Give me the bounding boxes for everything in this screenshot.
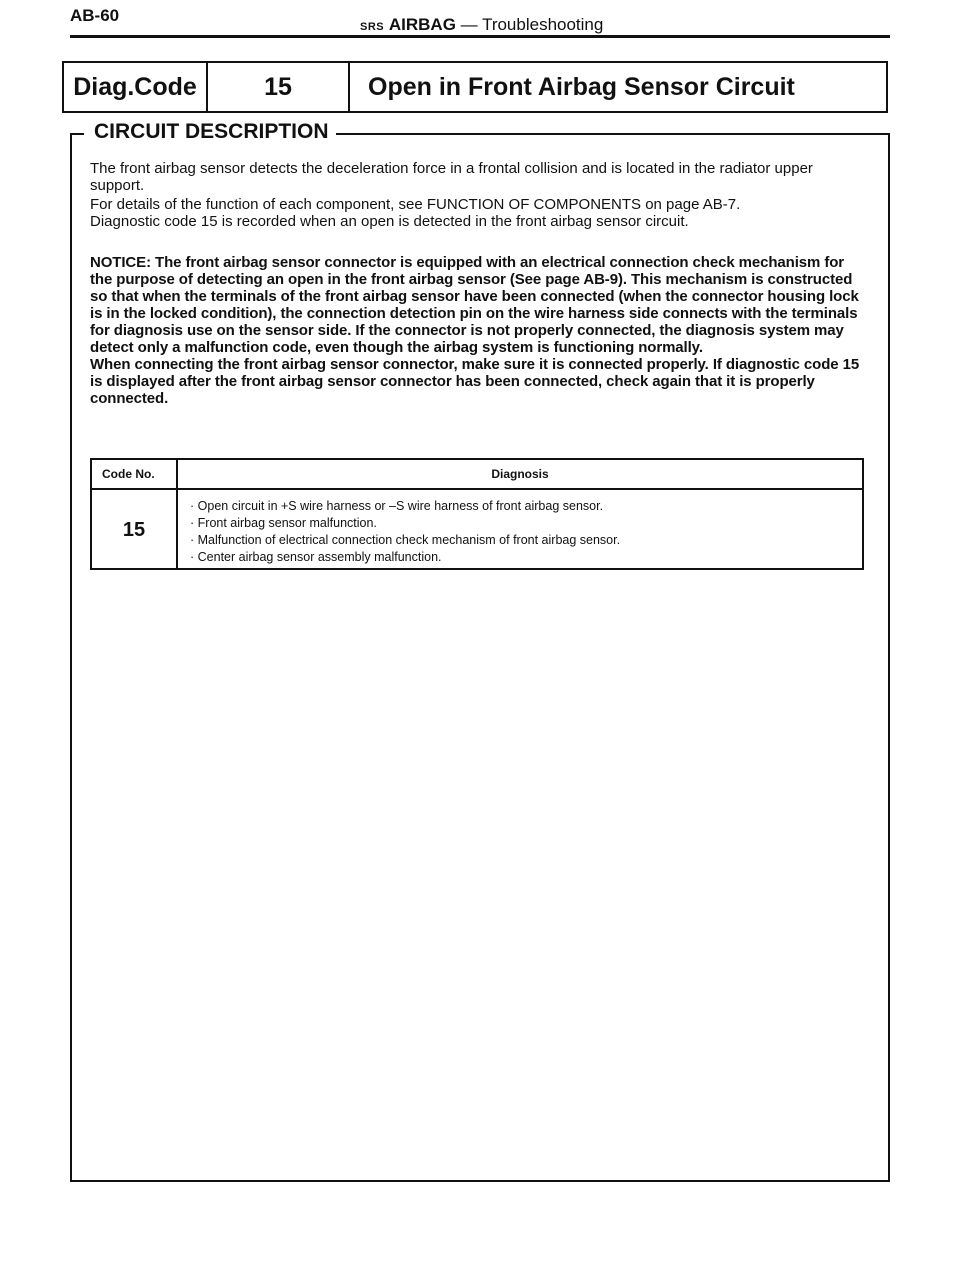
diag-code-label: Diag.Code	[64, 63, 208, 111]
list-item: · Malfunction of electrical connection check mechanism of front airbag sensor.	[190, 532, 620, 549]
header-separator: —	[455, 15, 483, 34]
header-rule	[70, 35, 890, 38]
section-top-rule	[336, 133, 890, 135]
section-name: Troubleshooting	[482, 15, 604, 34]
diagnosis-table	[90, 458, 864, 570]
diag-code-box	[62, 61, 888, 113]
system-name: AIRBAG	[388, 15, 456, 34]
reference-line: For details of the function of each component, see FUNCTION OF COMPONENTS on page AB-7.	[90, 196, 741, 213]
diag-code-title: Open in Front Airbag Sensor Circuit	[368, 72, 795, 101]
table-code-cell: 15	[92, 490, 178, 570]
list-item: · Front airbag sensor malfunction.	[190, 515, 620, 532]
recording-line: Diagnostic code 15 is recorded when an open is detected in the front airbag sensor circuit.	[90, 213, 689, 230]
reference-paragraph	[90, 196, 870, 230]
notice-text: NOTICE: The front airbag sensor connector is equipped with an electrical connection check mechanism for the purpose of detecting an open in the front airbag sensor (See page AB-9). This mechanism is constructed so that when the terminals of the front airbag sensor have been connected (when the connector housing lock is in the locked condition), the connection detection pin on the wire harness side connects with the terminals for diagnosis use on the sensor side. If the connector is not properly connected, the diagnosis system may detect only a malfunction code, even though the airbag system is functioning normally.	[90, 254, 859, 356]
table-row	[92, 490, 862, 570]
list-item: · Open circuit in +S wire harness or –S wire harness of front airbag sensor.	[190, 498, 620, 515]
section-top-tick	[70, 133, 84, 135]
column-header-code: Code No.	[92, 460, 178, 488]
column-header-diagnosis: Diagnosis	[491, 467, 549, 481]
notice-connect-text: When connecting the front airbag sensor connector, make sure it is connected properly. If diagnostic code 15 is displayed after the front airbag sensor connector has been connected, check again that it is properly connected.	[90, 356, 860, 407]
diagnosis-list	[178, 490, 620, 570]
diag-code-value: 15	[208, 63, 350, 111]
table-header-row	[92, 460, 862, 490]
description-paragraph: The front airbag sensor detects the deceleration force in a frontal collision and is located in the radiator upper support.	[90, 160, 813, 194]
srs-label: SRS	[360, 21, 385, 33]
list-item: · Center airbag sensor assembly malfunction.	[190, 549, 620, 566]
section-heading: CIRCUIT DESCRIPTION	[90, 120, 333, 144]
page-number: AB-60	[70, 6, 120, 25]
notice-paragraph	[90, 254, 870, 407]
running-header	[360, 15, 603, 35]
